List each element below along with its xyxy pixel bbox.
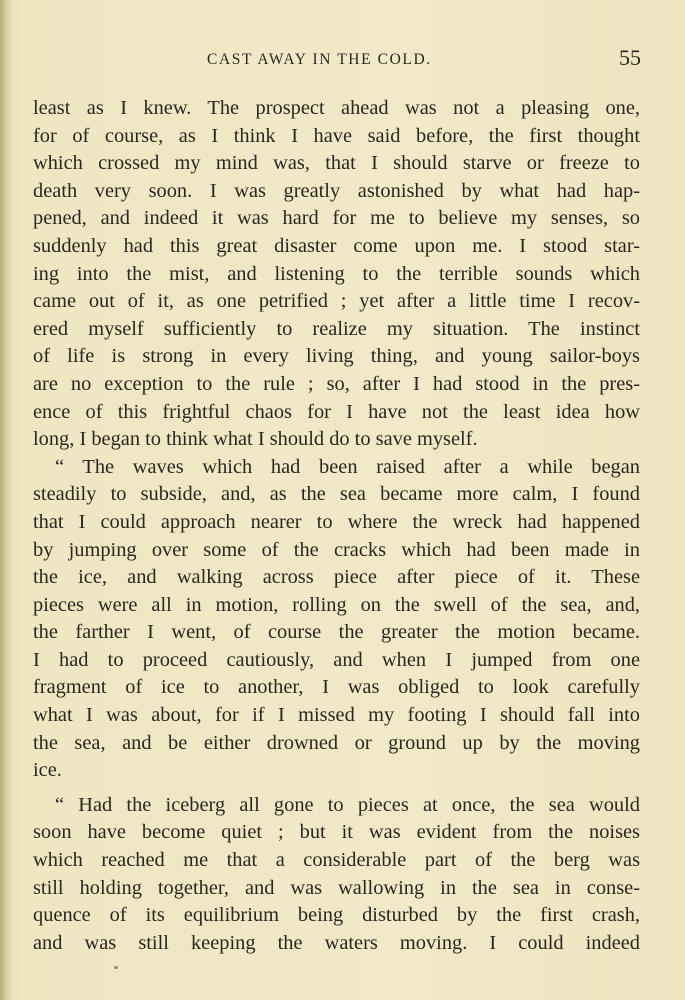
text-line: for of course, as I think I have said before, the first thought <box>33 124 640 147</box>
text-line: long, I began to think what I should do to save myself. <box>33 428 478 451</box>
text-line: of life is strong in every living thing, and young sailor-boys <box>33 345 640 368</box>
text-line: soon have become quiet ; but it was evident from the noises <box>33 821 640 844</box>
paragraph-gap <box>33 785 640 792</box>
text-line: are no exception to the rule ; so, after I had stood in the pres- <box>33 372 640 395</box>
text-line: death very soon. I was greatly astonished by what had hap- <box>33 179 640 202</box>
text-line: which reached me that a considerable part of the berg was <box>33 849 640 872</box>
text-line: came out of it, as one petrified ; yet after a little time I recov- <box>33 290 640 313</box>
running-head: CAST AWAY IN THE COLD. <box>207 51 432 68</box>
paragraph <box>33 792 640 958</box>
text-line: suddenly had this great disaster come upon me. I stood star- <box>33 234 640 257</box>
text-line: the sea, and be either drowned or ground up by the moving <box>33 731 640 754</box>
text-line: ing into the mist, and listening to the terrible sounds which <box>33 262 640 285</box>
text-line: “ The waves which had been raised after a while began <box>55 455 640 478</box>
text-line: that I could approach nearer to where the wreck had happened <box>33 510 640 533</box>
text-line: pened, and indeed it was hard for me to believe my senses, so <box>33 207 640 230</box>
text-line: “ Had the iceberg all gone to pieces at once, the sea would <box>55 793 640 816</box>
paragraph <box>33 95 640 454</box>
text-line: steadily to subside, and, as the sea became more calm, I found <box>33 483 640 506</box>
text-line: I had to proceed cautiously, and when I jumped from one <box>33 648 640 671</box>
text-line: fragment of ice to another, I was obliged to look carefully <box>33 676 640 699</box>
paragraph <box>33 454 640 785</box>
text-line: by jumping over some of the cracks which had been made in <box>33 538 640 561</box>
body-text <box>33 95 640 957</box>
page-header <box>0 45 685 78</box>
ink-speck <box>114 966 118 969</box>
text-line: still holding together, and was wallowing in the sea in conse- <box>33 876 640 899</box>
text-line: pieces were all in motion, rolling on the swell of the sea, and, <box>33 593 640 616</box>
text-line: the farther I went, of course the greater the motion became. <box>33 621 640 644</box>
text-line: ice. <box>33 759 62 782</box>
text-line: and was still keeping the waters moving. I could indeed <box>33 931 640 954</box>
text-line: ered myself sufficiently to realize my situation. The instinct <box>33 317 640 340</box>
page-gutter-shadow <box>0 0 12 1000</box>
text-line: least as I knew. The prospect ahead was not a pleasing one, <box>33 97 640 119</box>
page-number: 55 <box>619 45 641 70</box>
text-line: quence of its equilibrium being disturbed by the first crash, <box>33 904 640 927</box>
text-line: ence of this frightful chaos for I have not the least idea how <box>33 400 640 423</box>
text-line: what I was about, for if I missed my footing I should fall into <box>33 704 640 727</box>
text-line: the ice, and walking across piece after piece of it. These <box>33 566 640 589</box>
text-line: which crossed my mind was, that I should starve or freeze to <box>33 152 640 175</box>
